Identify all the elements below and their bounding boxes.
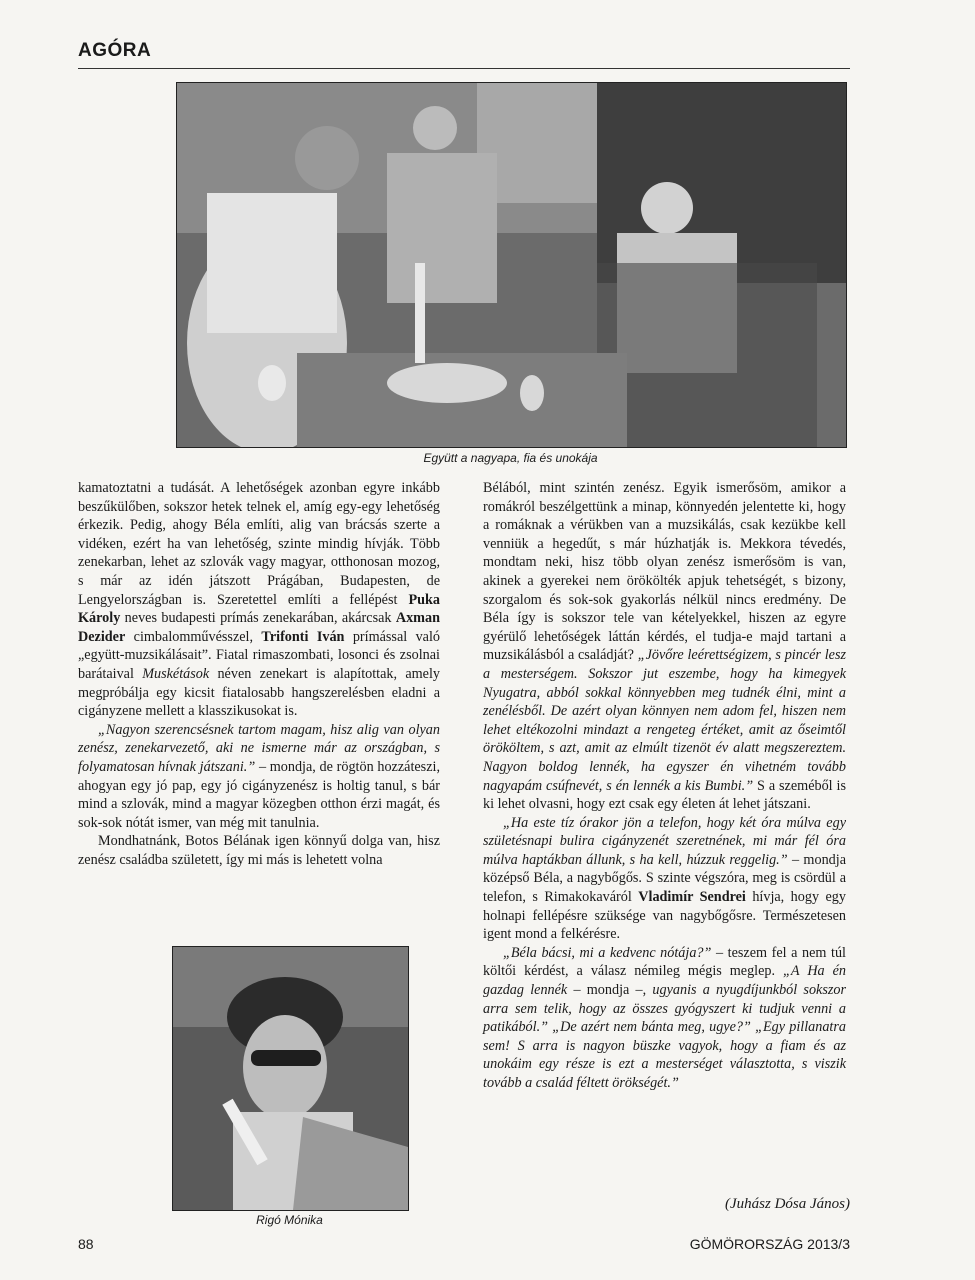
page-number: 88 [78, 1236, 94, 1252]
top-photo-caption: Együtt a nagyapa, fia és unokája [423, 451, 598, 465]
right-paragraph-1: Bélából, mint szintén zenész. Egyik ismerősöm, amikor a romákról beszélgettünk a minap, könnyedén jelentette ki, hogy a romáknak a vérükben van a muzsikálás, csak kezükbe kell venniük a hegedűt, s már húzhatják is. Mekkora tévedés, mondtam neki, hisz több olyan zenész ismerősöm is van, akinek a gyerekei nem örökölték apjuk tehetségét, s bizony, szorgalom és sok-sok gyakorlás nélkül nincs eredmény. De Béla így is sokszor tele van kételyekkel, hiszen az egyre gyérülő lehetőségek láttán kérdés, el tudja-e majd tartani a muzsikálásból a családját? „Jövőre leérettségizem, s pincér lesz a mesterségem. Sokszor jut eszembe, hogy ha kimegyek Nyugatra, abból sokkal könnyebben meg tudnék élni, mint a zenélésből. De azért olyan könnyen nem adom fel, hiszen nem lehet eltékozolni mindazt a rengeteg értéket, amit az őseimtől örököltem, s azt, amit az elmúlt tizenöt év alatt megszereztem. Nagyon boldog lennék, ha egyszer én vihetném tovább nagyapám csúfnevét, s én lennék a kis Bumbi.” S a szeméből is ki lehet olvasni, hogy ezt csak egy életen át lehet játszani. [483, 480, 846, 813]
top-photo [176, 82, 847, 448]
publication-name: GÖMÖRORSZÁG 2013/3 [689, 1236, 850, 1252]
right-column [483, 479, 846, 1093]
right-paragraph-2: „Ha este tíz órakor jön a telefon, hogy két óra múlva egy születésnapi bulira cigányzenét szeretnének, mi már fél óra múlva haptákban állunk, s ha kell, húzzuk reggelig.” – mondja középső Béla, a nagybőgős. S szinte végszóra, meg is csördül a telefon, s Rimakokaváról Vladimír Sendrei hívja, hogy egy holnapi fellépésre szüksége van nagybőgősre. Természetesen igent mond a felkérésre. [483, 814, 846, 943]
left-column [78, 479, 440, 869]
right-paragraph-3: „Béla bácsi, mi a kedvenc nótája?” – teszem fel a nem túl költői kérdést, a válasz némileg mégis meglep. „A Ha én gazdag lennék – mondja –, ugyanis a nyugdíjunkból sokszor arra sem telik, hogy az összes gyógyszert ki tudjuk venni a patikából.” „De azért nem bánta meg, ugye?” „Egy pillanatra sem! S arra is nagyon büszke vagyok, hogy a fiam és az unokáim egy része is ezt a mesterséget választotta, s viszik tovább a család féltett örökségét.” [483, 944, 847, 1091]
author-signature: (Juhász Dósa János) [725, 1196, 850, 1212]
bottom-photo [172, 946, 409, 1211]
left-paragraph-1: kamatoztatni a tudását. A lehetőségek azonban egyre inkább beszűkülőben, sokszor hetek telnek el, amíg egy-egy lehetőség érkezik. Pedig, ahogy Béla említi, alig van brácsás szerte a vidéken, ezért ha van lehetőség, szinte mindig hívják. Több zenekarban, lehet az szlovák vagy magyar, otthonosan mozog, s már az idén játszott Prágában, Budapesten, de Lengyelországban is. Szeretettel említi a fellépést Puka Károly neves budapesti prímás zenekarában, akárcsak Axman Dezider cimbalomművésszel, Trifonti Iván prímással való „együtt-muzsikálásait”. Fiatal rimaszombati, losonci és zsolnai barátaival Muskétások néven zenekart is alapítottak, amely megpróbálja egy kicsit fiatalosabb hangszerelésben eladni a cigányzene mellett a klasszikusokat is. [78, 480, 440, 720]
section-header: AGÓRA [78, 40, 152, 61]
header-rule [78, 68, 850, 69]
left-paragraph-2: „Nagyon szerencsésnek tartom magam, hisz alig van olyan zenész, zenekarvezető, aki ne ismerne már az országban, s folyamatosan hívnak játszani.” – mondja, de rögtön hozzáteszi, ahogyan egy jó pap, egy jó cigányzenész is holtig tanul, s bár mind a szlovák, mind a magyar közegben otthon érzi magát, és sok-sok nótát ismer, van még mit tanulnia. [78, 721, 440, 831]
bottom-photo-caption: Rigó Mónika [256, 1213, 323, 1227]
left-paragraph-3: Mondhatnánk, Botos Bélának igen könnyű dolga van, hisz zenész családba született, így mi más is lehetett volna [78, 833, 440, 868]
